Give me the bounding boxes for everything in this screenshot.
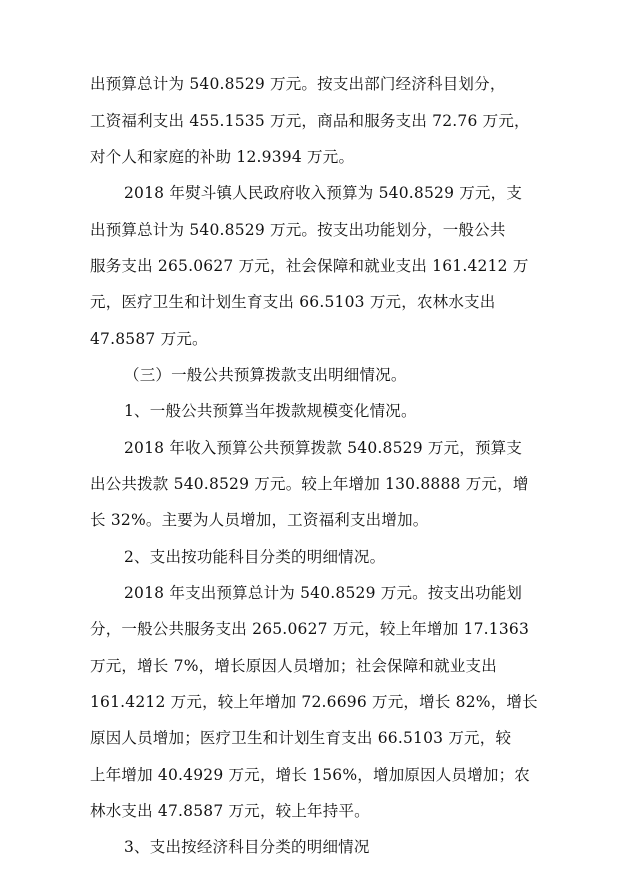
text-line-19: 原因人员增加；医疗卫生和计划生育支出 66.5103 万元，较	[90, 729, 512, 747]
text-line-20: 上年增加 40.4929 万元，增长 156%，增加原因人员增加；农	[90, 766, 530, 784]
text-line-5: 出预算总计为 540.8529 万元。按支出功能划分，一般公共	[90, 221, 506, 239]
text-line-11: 2018 年收入预算公共预算拨款 540.8529 万元，预算支	[124, 439, 523, 457]
section-heading: （三）一般公共预算拨款支出明细情况。	[124, 366, 407, 384]
text-line-7: 元，医疗卫生和计划生育支出 66.5103 万元，农林水支出	[90, 293, 496, 311]
text-line-3: 对个人和家庭的补助 12.9394 万元。	[90, 148, 355, 166]
subsection-heading-3: 3、支出按经济科目分类的明细情况	[124, 838, 370, 856]
text-line-1: 出预算总计为 540.8529 万元。按支出部门经济科目划分，	[90, 75, 506, 93]
text-line-6: 服务支出 265.0627 万元，社会保障和就业支出 161.4212 万	[90, 257, 529, 275]
subsection-heading-2: 2、支出按功能科目分类的明细情况。	[124, 548, 386, 566]
text-line-16: 分，一般公共服务支出 265.0627 万元，较上年增加 17.1363	[90, 620, 530, 638]
text-line-8: 47.8587 万元。	[90, 330, 208, 348]
text-line-17: 万元，增长 7%，增长原因人员增加；社会保障和就业支出	[90, 657, 497, 675]
text-line-12: 出公共拨款 540.8529 万元。较上年增加 130.8888 万元，增	[90, 475, 529, 493]
text-line-15: 2018 年支出预算总计为 540.8529 万元。按支出功能划	[124, 584, 523, 602]
text-line-4: 2018 年熨斗镇人民政府收入预算为 540.8529 万元，支	[124, 184, 523, 202]
text-line-21: 林水支出 47.8587 万元，较上年持平。	[90, 802, 370, 820]
subsection-heading-1: 1、一般公共预算当年拨款规模变化情况。	[124, 402, 417, 420]
text-line-2: 工资福利支出 455.1535 万元，商品和服务支出 72.76 万元，	[90, 112, 530, 130]
text-line-13: 长 32%。主要为人员增加，工资福利支出增加。	[90, 511, 429, 529]
text-line-18: 161.4212 万元，较上年增加 72.6696 万元，增长 82%，增长	[90, 693, 538, 711]
